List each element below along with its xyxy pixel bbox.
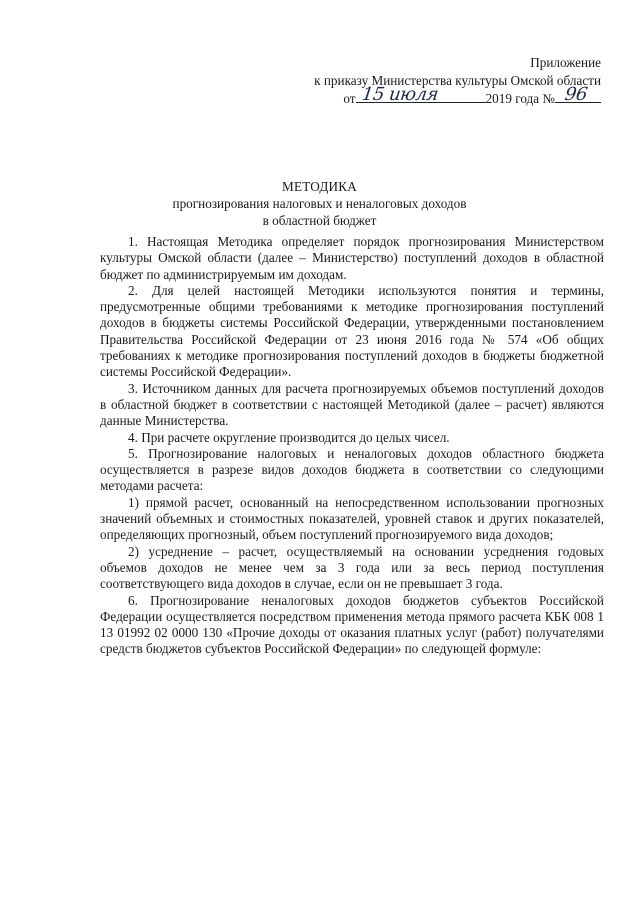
number-blank [555, 83, 601, 105]
date-prefix: от [343, 91, 356, 106]
order-reference: к приказу Министерства культуры Омской области [314, 72, 601, 88]
paragraph-2: 2. Для целей настоящей Методики используются понятия и термины, предусмотренные общими требованиями к методике прогнозирования поступлений доходов в бюджеты системы Российской Федерации, утвержденными постановлением Правительства Российской Федерации от 23 июня 2016 года № 574 «Об общих требованиях к методике прогнозирования поступлений доходов в бюджеты бюджетной системы Российской Федерации». [100, 282, 604, 380]
handwritten-date: 15 июля [360, 83, 440, 105]
order-date-line [314, 83, 601, 108]
year-text: 2019 года № [485, 91, 555, 106]
handwritten-number: 96 [563, 83, 589, 105]
title-subtitle-line1: прогнозирования налоговых и неналоговых доходов [172, 196, 467, 211]
paragraph-3: 3. Источником данных для расчета прогнозируемых объемов поступлений доходов в областной бюджет в соответствии с настоящей Методикой (далее – расчет) являются данные Министерства. [100, 380, 604, 429]
title-heading: МЕТОДИКА [282, 179, 357, 194]
document-title [0, 178, 639, 229]
paragraph-5-method-2: 2) усреднение – расчет, осуществляемый на основании усреднения годовых объемов доходов не менее чем за 3 года или за весь период поступления соответствующего вида доходов в случае, если он не превышает 3 года. [100, 543, 604, 592]
paragraph-6: 6. Прогнозирование неналоговых доходов бюджетов субъектов Российской Федерации осуществляется посредством применения метода прямого расчета КБК 008 1 13 01992 02 0000 130 «Прочие доходы от оказания платных услуг (работ) получателями средств бюджетов субъектов Российской Федерации» по следующей формуле: [100, 592, 604, 657]
document-body [100, 234, 604, 658]
title-subtitle-line2: в областной бюджет [262, 213, 377, 228]
paragraph-5-method-1: 1) прямой расчет, основанный на непосредственном использовании прогнозных значений объемных и стоимостных показателей, уровней ставок и других показателей, определяющих прогнозный, объем поступлений прогнозируемого вида доходов; [100, 494, 604, 543]
date-blank [356, 83, 486, 105]
paragraph-5: 5. Прогнозирование налоговых и неналоговых доходов областного бюджета осуществляется в разрезе видов доходов бюджета в соответствии со следующими методами расчета: [100, 445, 604, 494]
paragraph-4: 4. При расчете округление производится до целых чисел. [128, 429, 450, 445]
paragraph-1: 1. Настоящая Методика определяет порядок прогнозирования Министерством культуры Омской области (далее – Министерство) поступлений доходов в областной бюджет по администрируемым им доходам. [100, 234, 604, 282]
appendix-label: Приложение [530, 55, 601, 70]
appendix-header [314, 54, 601, 108]
